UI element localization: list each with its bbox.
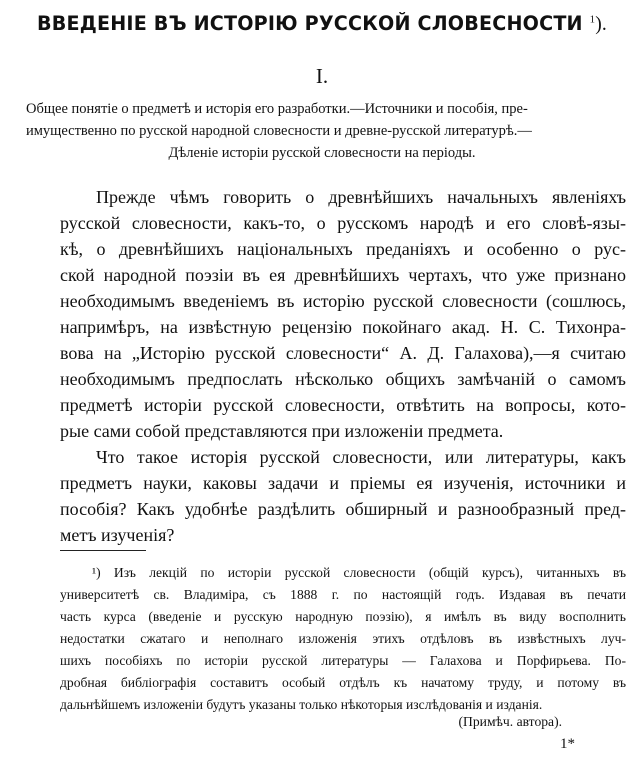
section-summary-line: Общее понятіе о предметѣ и исторія его разработки.—Источники и пособія, пре- [26, 101, 528, 117]
footnote-line: университетѣ св. Владиміра, съ 1888 г. по настоящій годъ. Издавая въ печати [60, 587, 626, 602]
body-text-line: предметѣ исторіи русской словесности, отвѣтить на вопросы, кото- [60, 395, 626, 415]
footnote-line: часть курса (введеніе и русскую народную поэзію), я имѣлъ въ виду восполнить [60, 609, 626, 624]
footnote-separator [60, 550, 146, 551]
body-text-line: пособія? Какъ удобнѣе раздѣлить обширный и разнообразный пред- [60, 499, 626, 519]
signature-mark: 1* [560, 736, 575, 752]
body-text-line: вова на „Исторію русской словесности“ А. Д. Галахова),—я считаю [60, 343, 626, 363]
section-summary-line: имущественно по русской народной словесности и древне-русской литературѣ.— [26, 123, 532, 139]
footnote-line: дробная библіографія составитъ особый отдѣлъ къ начатому труду, и потому въ [60, 675, 626, 690]
footnote-line: ¹) Изъ лекцій по исторіи русской словесности (общій курсъ), читанныхъ въ [92, 565, 626, 580]
body-text-line: необходимымъ предпослать нѣсколько общихъ замѣчаній о самомъ [60, 369, 626, 389]
body-text-line: рые сами собой представляются при изложеніи предмета. [60, 421, 504, 441]
body-text-line: кѣ, о древнѣйшихъ національныхъ преданіяхъ и особенно о рус- [60, 239, 626, 259]
body-text-line: напримѣръ, на извѣстную рецензію покойнаго акад. Н. С. Тихонра- [60, 317, 626, 337]
body-text-line: ской народной поэзіи въ ея древнѣйшихъ чертахъ, что уже признано [60, 265, 626, 285]
title-close-paren: ). [595, 13, 608, 35]
footnote-line: дальнѣйшемъ изложеніи будутъ указаны только нѣкоторыя изслѣдованія и изданія. [60, 697, 543, 712]
footnote-reference-mark: 1 [589, 13, 596, 26]
chapter-title [6, 12, 637, 36]
body-text-line: Что такое исторія русской словесности, или литературы, какъ [96, 447, 626, 467]
section-summary-line: Дѣленіе исторіи русской словесности на періоды. [168, 145, 476, 161]
body-text-line: метъ изученія? [60, 525, 175, 545]
section-number: I. [315, 64, 329, 88]
body-text-line: предметъ науки, каковы задачи и пріемы ея изученія, источники и [60, 473, 626, 493]
footnote-line: недостатки сжатаго и неполнаго изложенія этихъ отдѣловъ въ извѣстныхъ луч- [60, 631, 626, 646]
body-text-line: Прежде чѣмъ говорить о древнѣйшихъ начальныхъ явленіяхъ [96, 187, 626, 207]
body-text-line: необходимымъ введеніемъ въ исторію русской словесности (сошлюсь, [60, 291, 626, 311]
chapter-title-text: ВВЕДЕНІЕ ВЪ ИСТОРІЮ РУССКОЙ СЛОВЕСНОСТИ [36, 12, 583, 35]
body-text-line: русской словесности, какъ-то, о русскомъ народѣ и его словѣ-язы- [60, 213, 626, 233]
footnote-line: шихъ пособіяхъ по исторіи русской литературы — Галахова и Порфирьева. По- [60, 653, 626, 668]
footnote-attribution: (Примѣч. автора). [458, 714, 562, 729]
